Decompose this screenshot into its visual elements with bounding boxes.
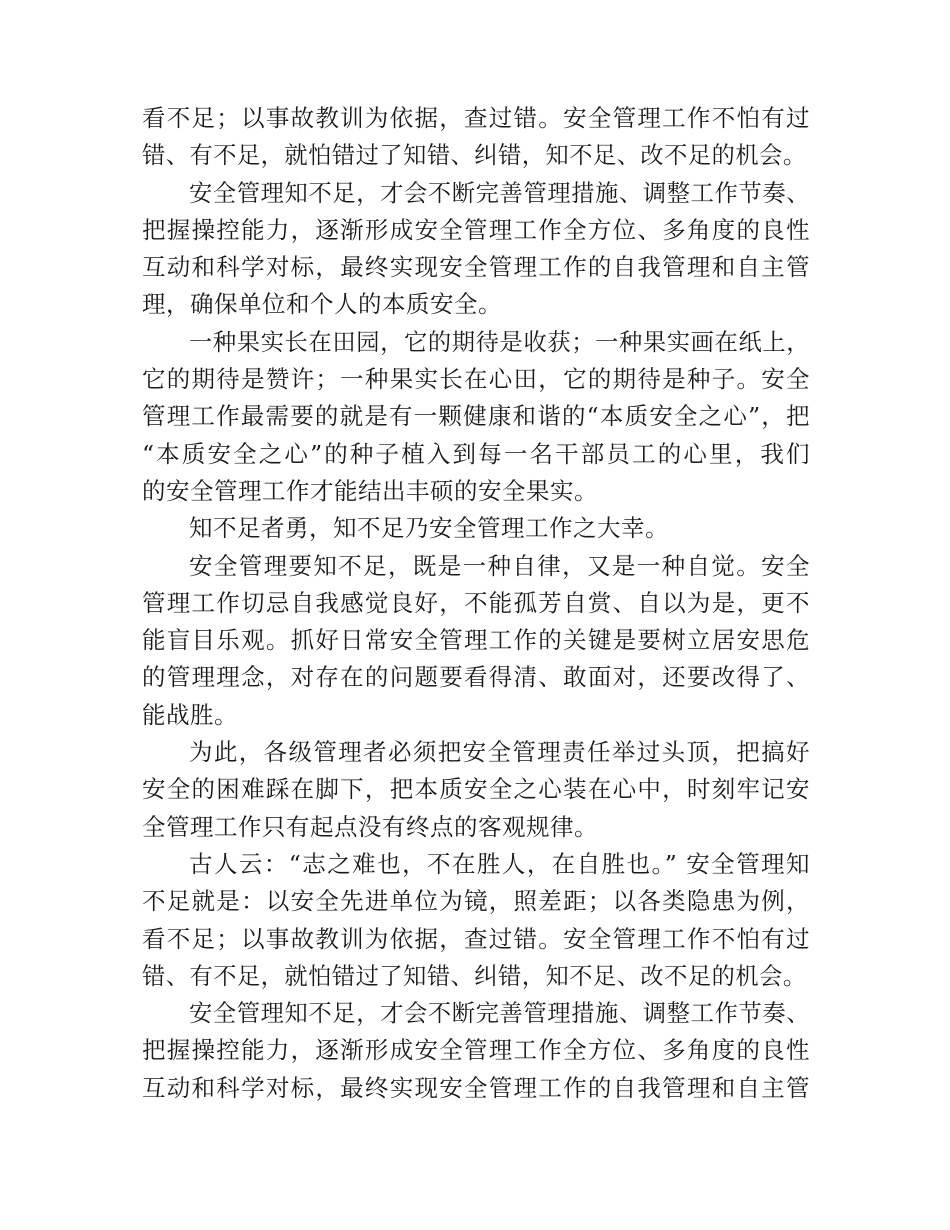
text-line: 不足就是：以安全先进单位为镜，照差距；以各类隐患为例， — [142, 887, 810, 916]
text-line: 安全管理要知不足，既是一种自律，又是一种自觉。安全 — [189, 551, 810, 580]
text-line: 互动和科学对标，最终实现安全管理工作的自我管理和自主管 — [142, 1073, 810, 1102]
text-line: 能战胜。 — [142, 700, 238, 729]
text-line: 管理工作最需要的就是有一颗健康和谐的“本质安全之心”，把 — [142, 402, 810, 431]
text-line: 把握操控能力，逐渐形成安全管理工作全方位、多角度的良性 — [142, 1036, 810, 1065]
text-line: 能盲目乐观。抓好日常安全管理工作的关键是要树立居安思危 — [142, 626, 810, 655]
text-line: 把握操控能力，逐渐形成安全管理工作全方位、多角度的良性 — [142, 215, 810, 244]
text-line: 错、有不足，就怕错过了知错、纠错，知不足、改不足的机会。 — [142, 962, 807, 990]
text-line: “本质安全之心”的种子植入到每一名干部员工的心里，我们 — [142, 439, 810, 468]
text-line: 它的期待是赞许；一种果实长在心田，它的期待是种子。安全 — [142, 365, 810, 394]
text-line: 看不足；以事故教训为依据，查过错。安全管理工作不怕有过 — [142, 104, 810, 132]
text-line: 为此，各级管理者必须把安全管理责任举过头顶，把搞好 — [189, 738, 810, 767]
text-line: 古人云：“志之难也，不在胜人，在自胜也。” 安全管理知 — [189, 849, 810, 878]
document-body — [142, 100, 810, 1107]
text-line: 互动和科学对标，最终实现安全管理工作的自我管理和自主管 — [142, 253, 810, 282]
text-line: 看不足；以事故教训为依据，查过错。安全管理工作不怕有过 — [142, 924, 810, 953]
text-line: 安全管理知不足，才会不断完善管理措施、调整工作节奏、 — [189, 179, 810, 207]
text-line: 理，确保单位和个人的本质安全。 — [142, 290, 502, 319]
text-line: 全管理工作只有起点没有终点的客观规律。 — [142, 812, 598, 841]
text-line: 管理工作切忌自我感觉良好，不能孤芳自赏、自以为是，更不 — [142, 588, 810, 617]
text-line: 一种果实长在田园，它的期待是收获；一种果实画在纸上， — [189, 328, 810, 356]
text-line: 的安全管理工作才能结出丰硕的安全果实。 — [142, 476, 598, 505]
text-line: 错、有不足，就怕错过了知错、纠错，知不足、改不足的机会。 — [142, 142, 807, 170]
text-line: 安全管理知不足，才会不断完善管理措施、调整工作节奏、 — [189, 1000, 810, 1028]
text-line: 知不足者勇，知不足乃安全管理工作之大幸。 — [189, 514, 669, 543]
text-line: 安全的困难踩在脚下，把本质安全之心装在心中，时刻牢记安 — [142, 775, 810, 804]
text-line: 的管理理念，对存在的问题要看得清、敢面对，还要改得了、 — [142, 663, 810, 692]
